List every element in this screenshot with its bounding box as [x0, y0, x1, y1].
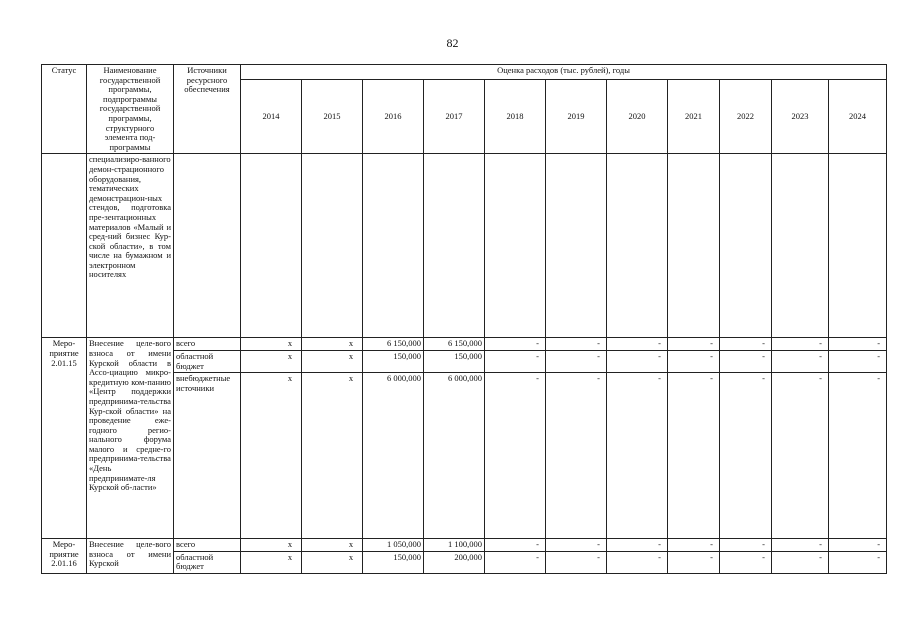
value-cell-2019: - — [546, 373, 607, 539]
continuation-source — [174, 154, 241, 338]
value-cell-2024: - — [829, 373, 887, 539]
table-row — [42, 539, 887, 552]
header-year-2017: 2017 — [424, 79, 485, 154]
value-cell-2016: 1 050,000 — [363, 539, 424, 552]
value-cell-2024: - — [829, 539, 887, 552]
value-cell-2023: - — [772, 338, 829, 351]
header-row — [42, 65, 887, 80]
page-number: 82 — [446, 36, 459, 50]
value-cell-2015: x — [302, 350, 363, 372]
value-cell-2014: x — [241, 539, 302, 552]
table-row — [42, 338, 887, 351]
value-cell-2015: x — [302, 338, 363, 351]
value-cell-2016: 6 150,000 — [363, 338, 424, 351]
value-cell-2021: - — [668, 373, 720, 539]
value-cell-2021: - — [668, 551, 720, 573]
value-cell-2016: 6 000,000 — [363, 373, 424, 539]
value-cell-2015: x — [302, 551, 363, 573]
value-cell-2015: x — [302, 373, 363, 539]
value-cell-2023: - — [772, 350, 829, 372]
value-cell-2019: - — [546, 350, 607, 372]
value-cell-2019: - — [546, 338, 607, 351]
value-cell-2019: - — [546, 539, 607, 552]
value-cell-2017: 150,000 — [424, 350, 485, 372]
continuation-status — [42, 154, 87, 338]
value-cell-2020: - — [607, 551, 668, 573]
header-year-2021: 2021 — [668, 79, 720, 154]
value-cell-2020: - — [607, 338, 668, 351]
header-sources: Источники ресурсного обеспечения — [174, 65, 241, 154]
value-cell-2017: 1 100,000 — [424, 539, 485, 552]
event-name: Внесение целе-вого взноса от имени Курской — [87, 539, 174, 574]
value-cell-2022: - — [720, 338, 772, 351]
value-cell-2016: 150,000 — [363, 350, 424, 372]
value-cell-2015: x — [302, 539, 363, 552]
value-cell-2021: - — [668, 338, 720, 351]
funding-source: областной бюджет — [174, 350, 241, 372]
value-cell-2018: - — [485, 338, 546, 351]
value-cell-2022: - — [720, 551, 772, 573]
budget-table — [41, 64, 887, 574]
event-status: Меро-приятие 2.01.16 — [42, 539, 87, 574]
value-cell-2019: - — [546, 551, 607, 573]
value-cell-2023: - — [772, 551, 829, 573]
value-cell-2017: 6 150,000 — [424, 338, 485, 351]
funding-source: всего — [174, 338, 241, 351]
header-name: Наименование государственной программы, подпрограммы государственной программы, структурного элемента под-программы — [87, 65, 174, 154]
value-cell-2023: - — [772, 539, 829, 552]
value-cell-2017: 6 000,000 — [424, 373, 485, 539]
header-year-2018: 2018 — [485, 79, 546, 154]
value-cell-2014: x — [241, 373, 302, 539]
header-year-2019: 2019 — [546, 79, 607, 154]
value-cell-2023: - — [772, 373, 829, 539]
value-cell-2016: 150,000 — [363, 551, 424, 573]
value-cell-2018: - — [485, 373, 546, 539]
value-cell-2014: x — [241, 350, 302, 372]
header-estimate: Оценка расходов (тыс. рублей), годы — [241, 65, 887, 80]
value-cell-2018: - — [485, 350, 546, 372]
funding-source: внебюджетные источники — [174, 373, 241, 539]
funding-source: областной бюджет — [174, 551, 241, 573]
value-cell-2024: - — [829, 551, 887, 573]
continuation-row — [42, 154, 887, 338]
value-cell-2014: x — [241, 551, 302, 573]
event-name: Внесение целе-вого взноса от имени Курской области в Ассо-циацию микро-кредитную ком-панию «Центр поддержки предпринима-тельства Кур-ской области» на проведение еже-годного регио-нального форума малого и средне-го предпринима-тельства «День предпринимате-ля Курской об-ласти» — [87, 338, 174, 539]
header-year-2024: 2024 — [829, 79, 887, 154]
value-cell-2022: - — [720, 373, 772, 539]
event-status: Меро-приятие 2.01.15 — [42, 338, 87, 539]
continuation-name: специализиро-ванного демон-страционного оборудования, тематических демонстрацион-ных стендов, подготовка пре-зентационных материалов «Малый и сред-ний бизнес Кур-ской области», в том числе на бумажном и электронном носителях — [87, 154, 174, 338]
header-year-2016: 2016 — [363, 79, 424, 154]
value-cell-2024: - — [829, 350, 887, 372]
value-cell-2020: - — [607, 539, 668, 552]
header-status: Статус — [42, 65, 87, 154]
value-cell-2022: - — [720, 539, 772, 552]
value-cell-2021: - — [668, 350, 720, 372]
header-year-2015: 2015 — [302, 79, 363, 154]
funding-source: всего — [174, 539, 241, 552]
value-cell-2020: - — [607, 350, 668, 372]
value-cell-2018: - — [485, 551, 546, 573]
header-year-2022: 2022 — [720, 79, 772, 154]
header-year-2014: 2014 — [241, 79, 302, 154]
header-year-2023: 2023 — [772, 79, 829, 154]
value-cell-2024: - — [829, 338, 887, 351]
value-cell-2021: - — [668, 539, 720, 552]
value-cell-2014: x — [241, 338, 302, 351]
value-cell-2018: - — [485, 539, 546, 552]
value-cell-2020: - — [607, 373, 668, 539]
header-year-2020: 2020 — [607, 79, 668, 154]
value-cell-2017: 200,000 — [424, 551, 485, 573]
value-cell-2022: - — [720, 350, 772, 372]
